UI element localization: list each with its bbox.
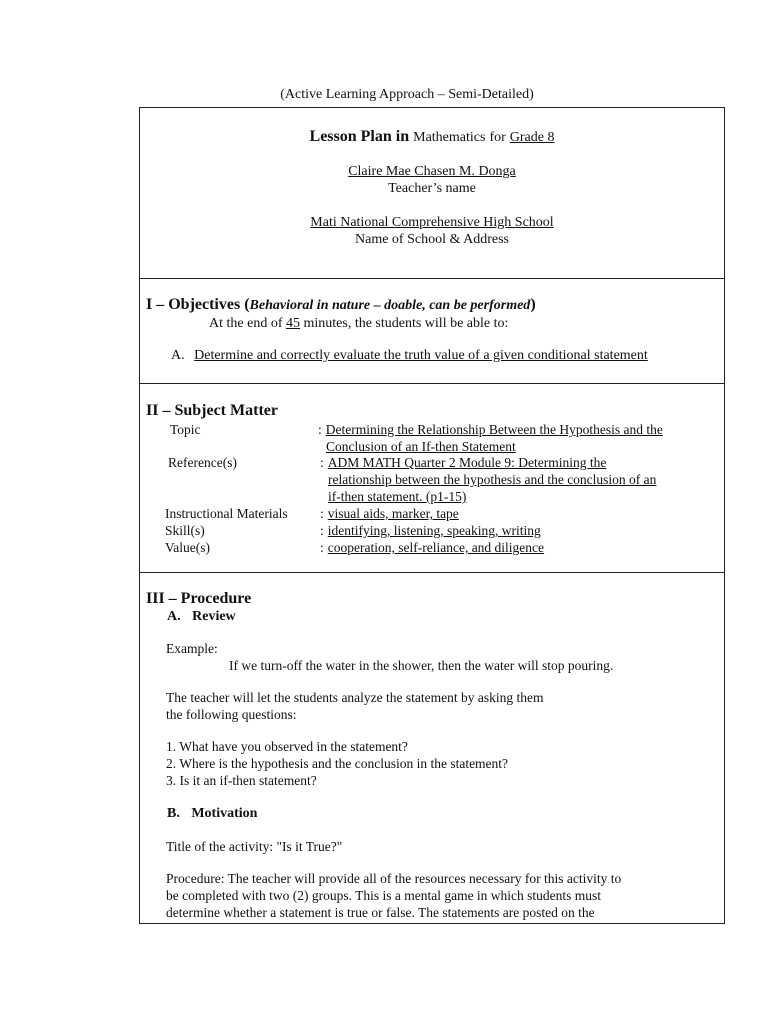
review-question-3: 3. Is it an if-then statement?	[166, 773, 317, 788]
subject-row-label: Reference(s)	[168, 455, 237, 470]
school-name: Mati National Comprehensive High School	[310, 215, 554, 230]
activity-title: Title of the activity: "Is it True?"	[166, 839, 343, 854]
review-instruction-1: The teacher will let the students analyze the statement by asking them	[166, 690, 544, 705]
objectives-intro	[209, 316, 508, 332]
subject-row-label: Topic	[170, 422, 201, 437]
example-label: Example:	[166, 641, 218, 656]
procedure-heading: III – Procedure	[146, 590, 252, 607]
subject-row-value-text: if-then statement. (p1-15)	[328, 489, 467, 504]
subject-row-value-text: relationship between the hypothesis and the conclusion of an	[328, 472, 657, 487]
review-letter: A.	[167, 609, 181, 624]
subject-row-value-line	[318, 422, 663, 438]
lesson-header-box	[139, 107, 725, 279]
page-subtitle: (Active Learning Approach – Semi-Detailed)	[280, 87, 534, 102]
subject-row-value-line	[328, 472, 656, 488]
review-question-1: 1. What have you observed in the statement?	[166, 739, 408, 754]
subject-row-value-text: Conclusion of an If-then Statement	[326, 439, 516, 454]
objective-letter: A.	[171, 348, 185, 363]
subject-row-value-line	[326, 439, 516, 455]
minutes-value: 45	[285, 316, 300, 331]
objectives-heading	[146, 296, 536, 314]
subject-row-value-line	[320, 523, 541, 539]
motivation-heading	[167, 806, 257, 822]
subject-row-value-text: ADM MATH Quarter 2 Module 9: Determining the	[327, 455, 607, 470]
subject-row-value-text: cooperation, self-reliance, and diligence	[327, 540, 545, 555]
objectives-heading-text: I – Objectives (	[146, 296, 250, 313]
objectives-section	[139, 278, 725, 384]
subject-row-separator: :	[320, 523, 324, 538]
subject-row-label: Instructional Materials	[165, 506, 288, 521]
intro-after: minutes, the students will be able to:	[303, 316, 509, 331]
review-question-2: 2. Where is the hypothesis and the conclusion in the statement?	[166, 756, 509, 771]
subject-matter-heading: II – Subject Matter	[146, 402, 278, 419]
subject-row-label: Skill(s)	[165, 523, 205, 538]
intro-before: At the end of	[209, 316, 283, 331]
motivation-procedure-line-3: determine whether a statement is true or false. The statements are posted on the	[166, 905, 595, 920]
procedure-section	[139, 572, 725, 924]
motivation-title: Motivation	[191, 806, 258, 821]
motivation-letter: B.	[167, 806, 180, 821]
subject-row-value-line	[320, 455, 606, 471]
subject-row-separator: :	[320, 506, 324, 521]
subject-matter-section	[139, 383, 725, 573]
teacher-name: Claire Mae Chasen M. Donga	[348, 164, 516, 179]
review-title: Review	[192, 609, 236, 624]
subject-row-value-line	[328, 489, 466, 505]
school-name-caption: Name of School & Address	[355, 232, 509, 247]
review-instruction-2: the following questions:	[166, 707, 297, 722]
subject-row-value-text: Determining the Relationship Between the Hypothesis and the	[325, 422, 663, 437]
subject-row-separator: :	[320, 455, 324, 470]
subject-row-value-line	[320, 540, 544, 556]
subject-label: Mathematics	[413, 130, 486, 145]
subject-row-separator: :	[320, 540, 324, 555]
teacher-name-caption: Teacher’s name	[388, 181, 476, 196]
subject-row-value-text: visual aids, marker, tape	[327, 506, 459, 521]
review-heading	[167, 609, 236, 625]
objectives-heading-close: )	[530, 296, 536, 313]
subject-row-separator: :	[318, 422, 322, 437]
grade-label: Grade 8	[509, 130, 555, 145]
subject-row-value-text: identifying, listening, speaking, writing	[327, 523, 541, 538]
for-word: for	[489, 130, 506, 145]
subject-row-label: Value(s)	[165, 540, 210, 555]
motivation-procedure-line-2: be completed with two (2) groups. This is a mental game in which students must	[166, 888, 602, 903]
subject-row-value-line	[320, 506, 459, 522]
example-text: If we turn-off the water in the shower, then the water will stop pouring.	[229, 658, 614, 673]
lesson-title-line	[140, 128, 724, 146]
motivation-procedure-line-1: Procedure: The teacher will provide all of the resources necessary for this activity to	[166, 871, 622, 886]
objective-text: Determine and correctly evaluate the truth value of a given conditional statement	[194, 348, 648, 363]
lesson-plan-label: Lesson Plan in	[309, 128, 410, 145]
objective-item	[171, 348, 648, 364]
objectives-heading-note: Behavioral in nature – doable, can be performed	[249, 298, 531, 313]
